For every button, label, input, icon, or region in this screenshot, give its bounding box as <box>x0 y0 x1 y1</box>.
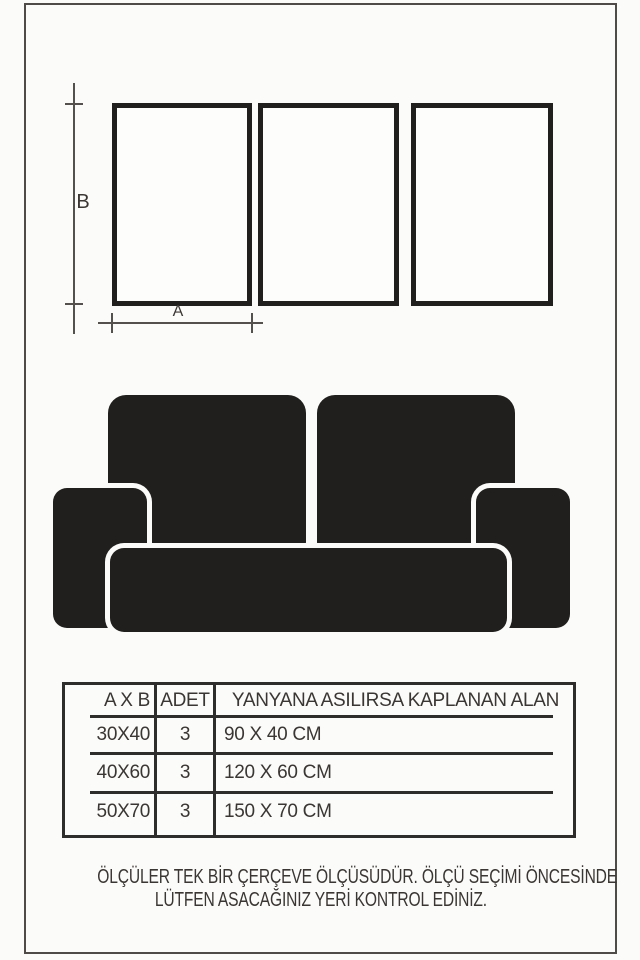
table-cell-area-1: 90 X 40 CM <box>224 724 322 745</box>
dimension-label-b: B <box>76 191 90 213</box>
table-cell-size-2: 40X60 <box>96 762 150 783</box>
table-row-divider-2 <box>90 752 553 755</box>
footer-note <box>24 866 617 912</box>
table-cell-qty-2: 3 <box>179 762 191 783</box>
table-row-divider-1 <box>90 715 553 718</box>
table-cell-size-1: 30X40 <box>96 724 150 745</box>
dimension-label-a: A <box>172 303 184 320</box>
table-header-adet: ADET <box>160 690 210 711</box>
footer-note-line-2: LÜTFEN ASACAĞINIZ YERİ KONTROL EDİNİZ. <box>154 889 487 911</box>
table-header-axb: A X B <box>103 690 150 711</box>
table-row-divider-3 <box>90 791 553 794</box>
table-header-area: YANYANA ASILIRSA KAPLANAN ALAN <box>231 690 560 711</box>
table-cell-size-3: 50X70 <box>96 801 150 822</box>
footer-note-line-1: ÖLÇÜLER TEK BİR ÇERÇEVE ÖLÇÜSÜDÜR. ÖLÇÜ SEÇİMİ ÖNCESİNDE <box>97 866 618 888</box>
table-cell-qty-3: 3 <box>179 801 191 822</box>
table-cell-qty-1: 3 <box>179 724 191 745</box>
table-cell-area-3: 150 X 70 CM <box>224 801 332 822</box>
table-cell-area-2: 120 X 60 CM <box>224 762 332 783</box>
sofa-seat <box>110 548 507 632</box>
